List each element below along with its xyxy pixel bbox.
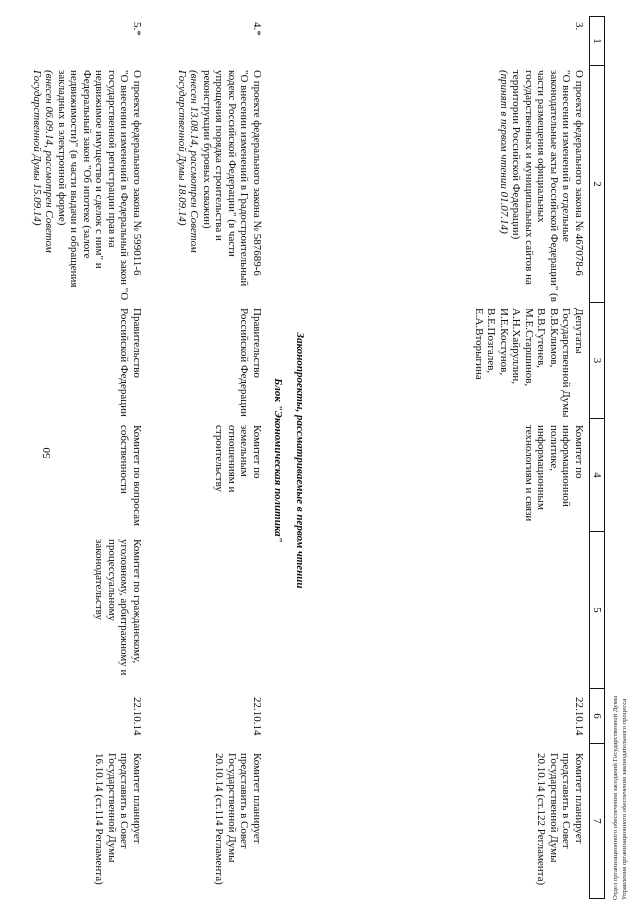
co-executor — [176, 535, 264, 693]
bill-description — [473, 66, 586, 304]
section-heading: Законопроекты, рассматриваемые в первом чтении — [294, 332, 306, 589]
plan: Комитет планирует представить в Совет Государственной Думы 20.10.14 (ст.122 Регламента) — [535, 753, 585, 886]
footer-line: Отдел организационного обеспечения заседаний Государственной Думы — [612, 695, 619, 900]
date: 22.10.14 — [131, 697, 143, 736]
column-header: 4 — [589, 418, 605, 532]
initiator: Правительство Российской Федерации — [118, 308, 143, 417]
bill-description — [176, 66, 264, 304]
bill-note: (внесен 06.09.14, рассмотрен Советом Государственной Думы 15.09.14) — [31, 70, 56, 253]
bill-note: (внесен 13.08.14, рассмотрен Советом Государственной Думы 18.09.14) — [176, 70, 201, 253]
co-executor — [473, 535, 586, 693]
responsible-committee: Комитет по земельным отношениям и строительству — [213, 425, 263, 493]
page-footer — [611, 20, 629, 900]
plan: Комитет планирует представить в Совет Государственной Думы 16.10.14 (ст.114 Регламента) — [93, 753, 143, 885]
date: 22.10.14 — [573, 697, 585, 736]
plan: Комитет планирует представить в Совет Государственной Думы 20.10.14 (ст.114 Регламента) — [213, 753, 263, 885]
row-number: 3. — [573, 22, 585, 31]
bill-title: О проекте федерального закона № 599011-6 — [131, 70, 143, 276]
table-row — [31, 16, 144, 905]
column-header: 6 — [589, 688, 605, 744]
column-header: 7 — [589, 743, 605, 899]
responsible-committee: Комитет по информационной политике, информационным технологиям и связи — [523, 425, 585, 522]
bill-body: "О внесении изменений в Федеральный закон "О государственной регистрации прав на недвижимое имущество и сделок с ним" и Федеральный закон "Об ипотеке (залоге недвижимости)" (в части выдачи и обращения закладных в электронной форме) — [56, 70, 131, 301]
bill-body: "О внесении изменений в Градостроительный кодекс Российской Федерации" (в части упрощения порядка строительства и реконструкции буровых скважин) — [201, 70, 251, 287]
initiator: Правительство Российской Федерации — [238, 308, 263, 417]
responsible-committee: Комитет по вопросам собственности — [118, 425, 143, 526]
bill-note: (принят в первом чтении 01.07.14) — [498, 70, 510, 234]
row-number: 4.* — [251, 22, 263, 36]
bill-body: "О внесении изменений в отдельные законодательные акты Российской Федерации" (в части размещения официальных государственных и муниципальных сайтов на территории Российской Федерации) — [510, 70, 573, 302]
table-header-row — [589, 16, 605, 898]
block-heading: Блок "Экономическая политика" — [272, 378, 284, 543]
row-number: 5.* — [131, 22, 143, 36]
date: 22.10.14 — [251, 697, 263, 736]
bill-title: О проекте федерального закона № 467078-6 — [573, 70, 585, 276]
footer-line: Управления организационного обеспечения законодательного процесса — [621, 698, 628, 900]
table-row — [473, 16, 586, 905]
table-row — [176, 16, 264, 905]
column-header: 5 — [589, 531, 605, 689]
bill-description — [31, 66, 144, 304]
page-number: 50 — [41, 447, 53, 459]
bill-title: О проекте федерального закона № 587689-6 — [251, 70, 263, 276]
column-header: 2 — [589, 65, 605, 303]
document-table — [31, 16, 605, 905]
initiator: Депутаты Государственной Думы В.В.Климов, В.В.Гутенев, М.Е.Старшинов, А.Н.Хайруллин, И.Е.Костунов, В.Е.Позгалев, Е.А.Вторыгина — [473, 308, 585, 418]
column-header: 1 — [589, 16, 605, 66]
co-executor: Комитет по гражданскому, уголовному, арбитражному и процессуальному законодательству — [93, 539, 143, 676]
column-header: 3 — [589, 302, 605, 419]
